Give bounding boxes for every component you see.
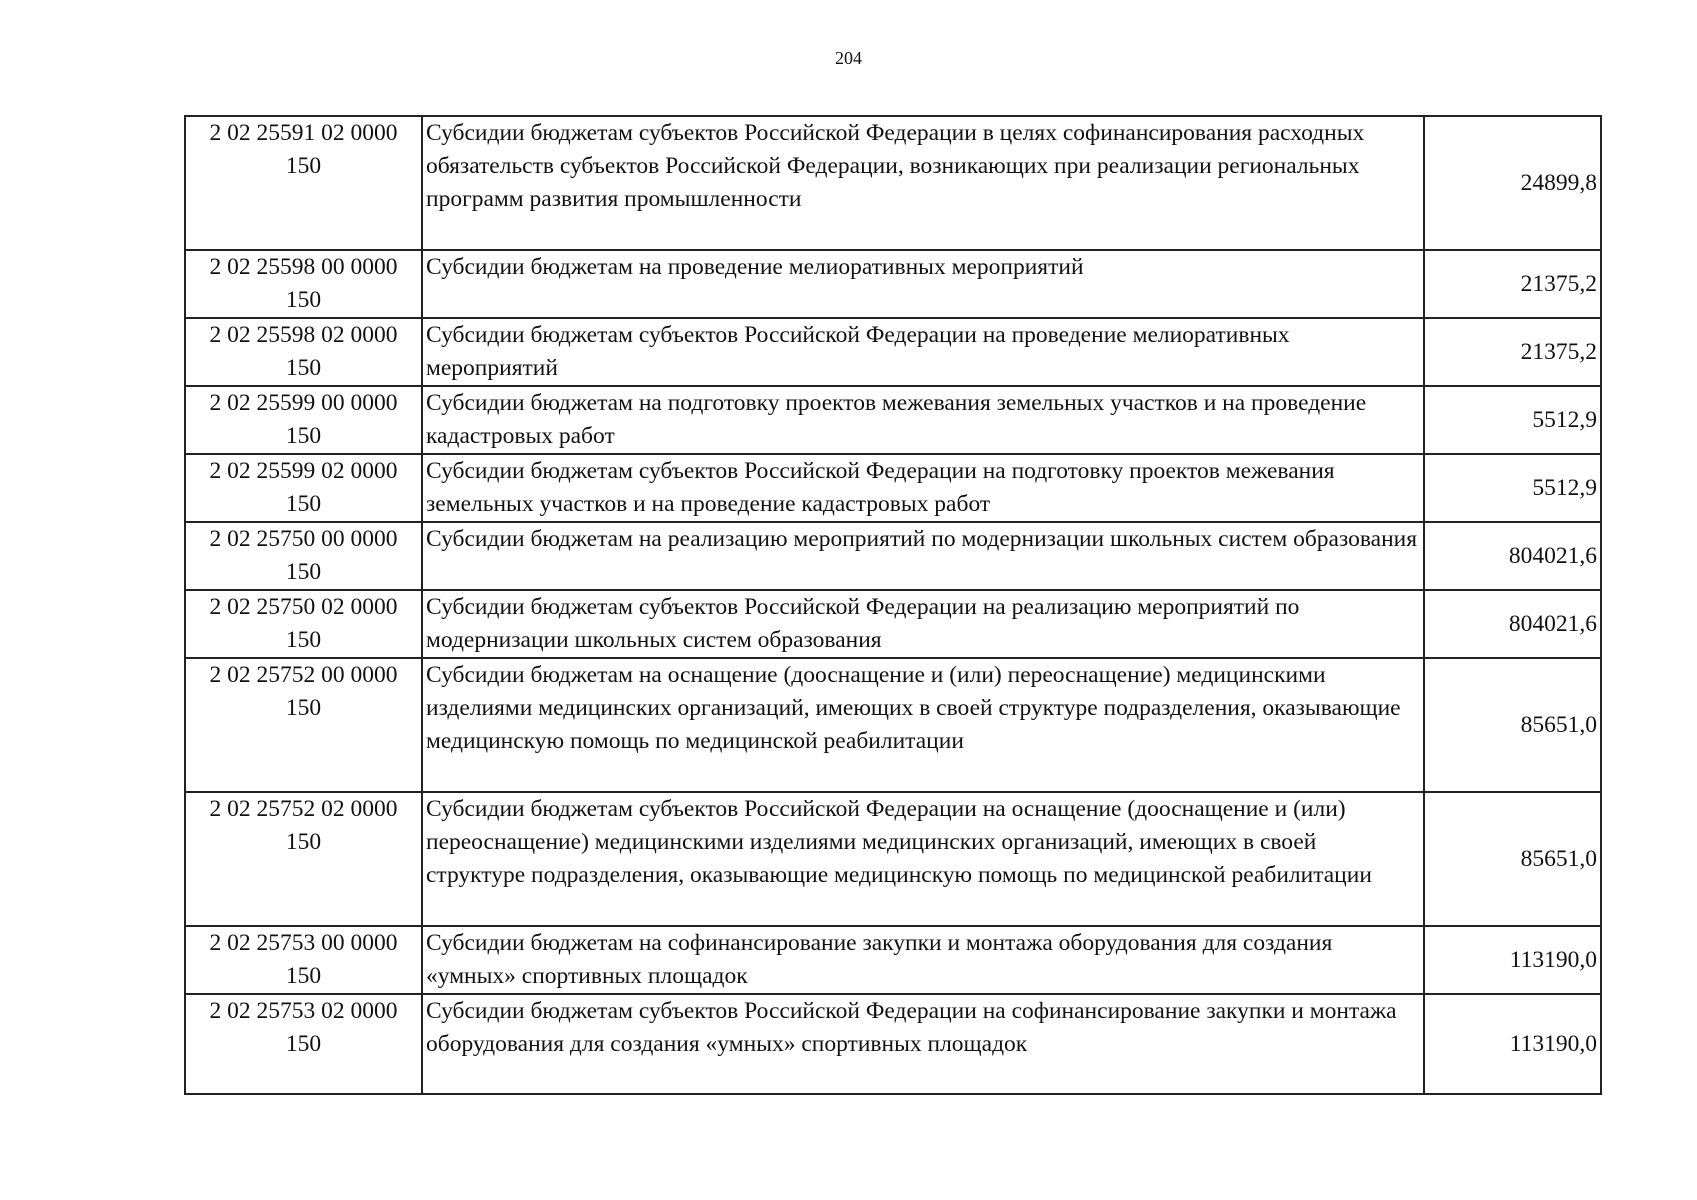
revenue-description: Субсидии бюджетам на реализацию мероприятий по модернизации школьных систем образования <box>422 522 1424 590</box>
table-row <box>185 250 1601 318</box>
revenue-code: 2 02 25752 02 0000 150 <box>185 792 422 926</box>
revenue-code: 2 02 25599 02 0000 150 <box>185 454 422 522</box>
revenue-amount: 804021,6 <box>1424 590 1601 658</box>
revenue-description: Субсидии бюджетам субъектов Российской Федерации на реализацию мероприятий по модернизации школьных систем образования <box>422 590 1424 658</box>
revenue-description: Субсидии бюджетам на проведение мелиоративных мероприятий <box>422 250 1424 318</box>
revenue-code: 2 02 25753 00 0000 150 <box>185 926 422 994</box>
revenue-code: 2 02 25599 00 0000 150 <box>185 386 422 454</box>
revenue-amount: 85651,0 <box>1424 792 1601 926</box>
revenue-amount: 5512,9 <box>1424 454 1601 522</box>
revenue-description: Субсидии бюджетам субъектов Российской Федерации в целях софинансирования расходных обязательств субъектов Российской Федерации, возникающих при реализации региональных программ развития промышленности <box>422 116 1424 250</box>
revenue-amount: 21375,2 <box>1424 318 1601 386</box>
revenue-description: Субсидии бюджетам на подготовку проектов межевания земельных участков и на проведение кадастровых работ <box>422 386 1424 454</box>
revenue-code: 2 02 25598 00 0000 150 <box>185 250 422 318</box>
revenue-description: Субсидии бюджетам субъектов Российской Федерации на проведение мелиоративных мероприятий <box>422 318 1424 386</box>
revenue-description: Субсидии бюджетам субъектов Российской Федерации на подготовку проектов межевания земельных участков и на проведение кадастровых работ <box>422 454 1424 522</box>
table-row <box>185 116 1601 250</box>
revenue-amount: 5512,9 <box>1424 386 1601 454</box>
table-row <box>185 386 1601 454</box>
revenue-description: Субсидии бюджетам субъектов Российской Федерации на софинансирование закупки и монтажа оборудования для создания «умных» спортивных площадок <box>422 994 1424 1094</box>
revenue-amount: 804021,6 <box>1424 522 1601 590</box>
table-row <box>185 792 1601 926</box>
table-row <box>185 522 1601 590</box>
page-number: 204 <box>835 48 862 68</box>
revenue-amount: 85651,0 <box>1424 658 1601 792</box>
table-row <box>185 318 1601 386</box>
revenue-description: Субсидии бюджетам на софинансирование закупки и монтажа оборудования для создания «умных» спортивных площадок <box>422 926 1424 994</box>
revenue-amount: 24899,8 <box>1424 116 1601 250</box>
table-row <box>185 590 1601 658</box>
revenue-amount: 113190,0 <box>1424 994 1601 1094</box>
table-row <box>185 658 1601 792</box>
revenue-amount: 21375,2 <box>1424 250 1601 318</box>
revenue-code: 2 02 25591 02 0000 150 <box>185 116 422 250</box>
revenue-description: Субсидии бюджетам на оснащение (дооснащение и (или) переоснащение) медицинскими изделиями медицинских организаций, имеющих в своей структуре подразделения, оказывающие медицинскую помощь по медицинской реабилитации <box>422 658 1424 792</box>
revenue-code: 2 02 25750 00 0000 150 <box>185 522 422 590</box>
revenue-description: Субсидии бюджетам субъектов Российской Федерации на оснащение (дооснащение и (или) переоснащение) медицинскими изделиями медицинских организаций, имеющих в своей структуре подразделения, оказывающие медицинскую помощь по медицинской реабилитации <box>422 792 1424 926</box>
revenue-code: 2 02 25750 02 0000 150 <box>185 590 422 658</box>
revenue-code: 2 02 25752 00 0000 150 <box>185 658 422 792</box>
budget-revenue-table <box>184 115 1602 1095</box>
revenue-code: 2 02 25753 02 0000 150 <box>185 994 422 1094</box>
table-row <box>185 926 1601 994</box>
revenue-code: 2 02 25598 02 0000 150 <box>185 318 422 386</box>
table-row <box>185 994 1601 1094</box>
revenue-amount: 113190,0 <box>1424 926 1601 994</box>
table-row <box>185 454 1601 522</box>
